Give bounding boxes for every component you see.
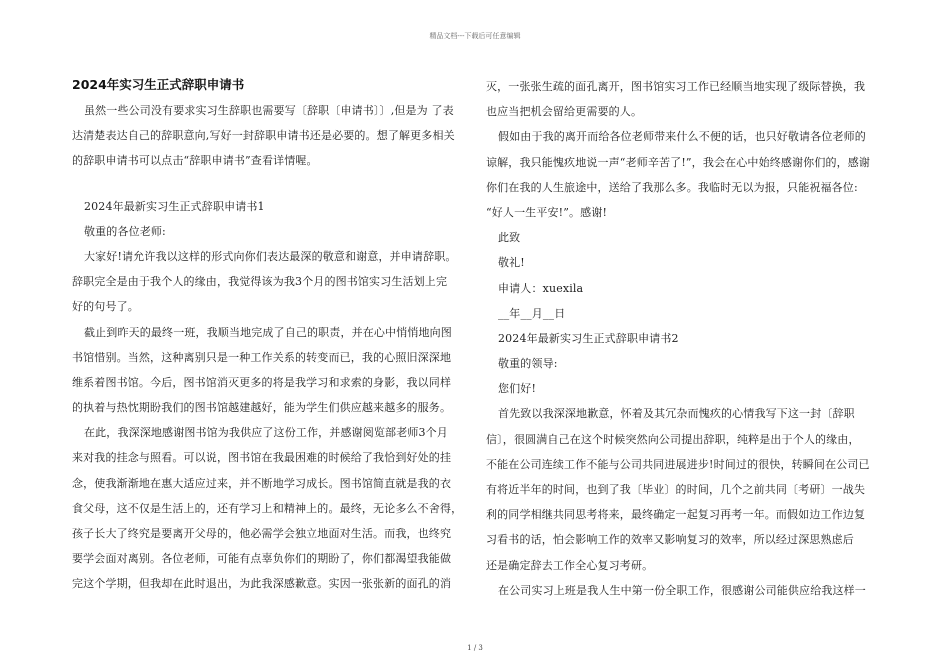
- text-line: 2024年最新实习生正式辞职申请书2: [498, 331, 679, 345]
- text-line: 完这个学期，但我却在此时退出，为此我深感歉意。实因一张张新的面孔的消: [72, 577, 452, 591]
- text-line: 好的句号了。: [72, 300, 139, 314]
- page-number: 1 / 3: [467, 644, 483, 652]
- text-line: [72, 174, 464, 194]
- text-line: 首先致以我深深地歉意，怀着及其冗杂而愧疚的心情我写下这一封〔辞职: [498, 407, 855, 421]
- text-line: 你们在我的人生旅途中，送给了我那么多。我临时无以为报，只能祝福各位:: [486, 180, 858, 194]
- text-line: 也应当把机会留给更需要的人。: [486, 105, 643, 119]
- text-line: 假如由于我的离开而给各位老师带来什么不便的话，也只好敬请各位老师的: [498, 130, 866, 144]
- text-line: 此致: [498, 231, 521, 245]
- right-column: [486, 74, 878, 603]
- text-line: 在此，我深深地感谢图书馆为我供应了这份工作，并感谢阅览部老师3个月: [84, 426, 448, 440]
- text-line: 来对我的挂念与照看。可以说，图书馆在我最困难的时候给了我恰到好处的挂: [72, 451, 452, 465]
- text-line: 信〕，很圆满自己在这个时候突然向公司提出辞职，纯粹是出于个人的缘由，: [486, 432, 860, 446]
- text-line: 利的同学相继共同思考将来，最终确定一起复习再考一年。而假如边工作边复: [486, 508, 866, 522]
- text-line: 敬重的领导:: [498, 357, 558, 371]
- text-line: 书馆惜别。当然，这种离别只是一种工作关系的转变而已，我的心照旧深深地: [72, 350, 452, 364]
- text-line: “好人一生平安!”。感谢!: [486, 205, 608, 219]
- text-line: 截止到昨天的最终一班，我顺当地完成了自己的职责，并在心中悄悄地向图: [84, 325, 452, 339]
- text-line: 念，使我渐渐地在惠大适应过来，并不断地学习成长。图书馆简直就是我的衣: [72, 476, 452, 490]
- text-line: 敬重的各位老师:: [84, 224, 166, 238]
- text-line: 2024年最新实习生正式辞职申请书1: [84, 199, 265, 213]
- text-line: 虽然一些公司没有要求实习生辞职也需要写〔辞职〔申请书〕〕,但是为 了表: [84, 104, 454, 117]
- left-column: [72, 76, 464, 597]
- text-line: 不能在公司连续工作不能与公司共同进展进步!时间过的很快，转瞬间在公司已: [486, 457, 870, 471]
- text-line: 申请人：xuexila: [498, 281, 584, 295]
- text-line: 您们好!: [498, 382, 537, 396]
- text-line: 的辞职申请书可以点击“辞职申请书”查看详情喔。: [72, 154, 318, 168]
- text-line: 维系着图书馆。今后，图书馆消灭更多的将是我学习和求索的身影，我以同样: [72, 375, 452, 389]
- text-line: 食父母，这不仅是生活上的，还有学习上和精神上的。最终，无论多么不舍得，: [72, 501, 463, 515]
- text-line: 敬礼!: [498, 256, 525, 270]
- text-line: 有将近半年的时间，也到了我〔毕业〕的时间，几个之前共同〔考研〕一战失: [486, 483, 866, 496]
- text-line: 达清楚表达自己的辞职意向,写好一封辞职申请书还是必要的。想了解更多相关: [72, 129, 455, 143]
- text-line: 还是确定辞去工作全心复习考研。: [486, 558, 654, 572]
- text-line: 要学会面对离别。各位老师，可能有点辜负你们的期盼了，你们都渴望我能做: [72, 552, 452, 566]
- text-line: 谅解，我只能愧疚地说一声“老师辛苦了!”，我会在心中始终感谢你们的，感谢: [486, 155, 871, 169]
- right-column-body: [486, 74, 878, 603]
- text-line: __年__月__日: [498, 306, 566, 320]
- text-line: 在公司实习上班是我人生中第一份全职工作，很感谢公司能供应给我这样一: [498, 583, 866, 597]
- text-line: 大家好!请允许我以这样的形式向你们表达最深的敬意和谢意，并申请辞职。: [84, 249, 457, 263]
- text-line: 辞职完全是由于我个人的缘由，我觉得该为我3个月的图书馆实习生活划上完: [72, 275, 448, 289]
- page-header: 精品文档---下载后可任意编辑: [429, 32, 521, 40]
- left-column-body: [72, 98, 464, 597]
- text-line: 孩子长大了终究是要离开父母的，他必需学会独立地面对生活。而我，也终究: [72, 527, 452, 540]
- text-line: 灭，一张张生疏的面孔离开，图书馆实习工作已经顺当地实现了级际替换，我: [486, 80, 866, 93]
- text-line: 的执着与热忱期盼我们的图书馆越建越好，能为学生们供应越来越多的服务。: [72, 401, 452, 415]
- text-line: 习看书的话，怕会影响工作的效率又影响复习的效率，所以经过深思熟虑后: [486, 533, 854, 547]
- document-title: 2024年实习生正式辞职申请书: [72, 77, 245, 92]
